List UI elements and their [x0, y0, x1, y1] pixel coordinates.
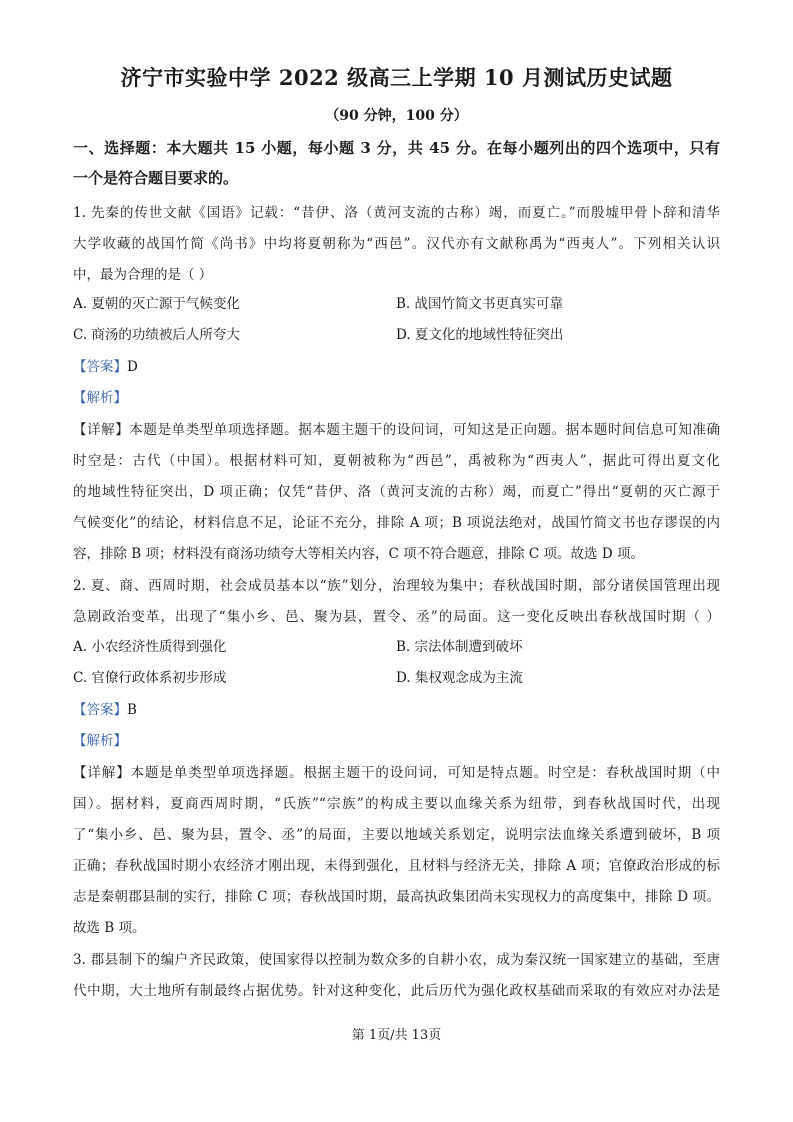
section-heading: 一、选择题：本大题共 15 小题，每小题 3 分，共 45 分。在每小题列出的四个选项中，只有: [73, 139, 720, 157]
question-1-detail: 的地域性特征突出，D 项正确；仅凭“昔伊、洛（黄河支流的古称）竭，而夏亡”得出“夏朝的灭亡源于: [73, 484, 720, 500]
question-2-stem: 2. 夏、商、西周时期，社会成员基本以“族”划分，治理较为集中；春秋战国时期，部分诸侯国管理出现: [73, 578, 720, 594]
question-2-detail: 志是秦朝郡县制的实行，排除 C 项；春秋战国时期，最高执政集团尚未实现权力的高度集中，排除 D 项。: [73, 889, 720, 905]
question-2-answer: [73, 700, 137, 720]
question-2-detail: 国）。据材料，夏商西周时期，“氏族”“宗族”的构成主要以血缘关系为纽带，到春秋战国时代，出现: [73, 796, 720, 812]
question-1-stem: 1. 先秦的传世文献《国语》记载：“昔伊、洛（黄河支流的古称）竭，而夏亡。”而殷墟甲骨卜辞和清华: [73, 205, 720, 221]
question-2-option-a: A. 小农经济性质得到强化: [73, 639, 227, 655]
exam-subtitle: （90 分钟，100 分）: [325, 108, 468, 124]
question-1-option-d: D. 夏文化的地域性特征突出: [396, 327, 564, 343]
question-1-stem: 大学收藏的战国竹简《尚书》中均将夏朝称为“西邑”。汉代亦有文献称禹为“西夷人”。下列相关认识: [73, 236, 720, 252]
answer-value: B: [127, 702, 137, 718]
question-1-analysis-label: 【解析】: [73, 390, 127, 406]
question-1-detail: 时空是：古代（中国）。根据材料可知，夏朝被称为“西邑”，禹被称为“西夷人”，据此可得出夏文化: [73, 453, 720, 469]
page-number: 第 1页/共 13页: [351, 1028, 442, 1043]
question-2-detail: 正确；春秋战国时期小农经济才刚出现，未得到强化，且材料与经济无关，排除 A 项；官僚政治形成的标: [73, 858, 720, 874]
exam-title: 济宁市实验中学 2022 级高三上学期 10 月测试历史试题: [120, 65, 673, 90]
question-2-detail: 故选 B 项。: [73, 920, 146, 936]
section-heading-cont: 一个是符合题目要求的。: [73, 169, 239, 187]
question-2-analysis-label: 【解析】: [73, 733, 127, 749]
question-1-detail: 【详解】本题是单类型单项选择题。据本题主题干的设问词，可知这是正向题。据本题时间信息可知准确: [73, 422, 720, 438]
question-1-option-a: A. 夏朝的灭亡源于气候变化: [73, 296, 240, 312]
question-1-option-b: B. 战国竹简文书更真实可靠: [396, 296, 564, 312]
question-2-stem: 急剧政治变革，出现了“集小乡、邑、聚为县，置令、丞”的局面。这一变化反映出春秋战国时期（ ）: [73, 609, 720, 625]
question-1-stem: 中，最为合理的是（ ）: [73, 267, 213, 283]
question-3-stem: 代中期，大土地所有制最终占据优势。针对这种变化，此后历代为强化政权基础而采取的有效应对办法是: [73, 983, 720, 999]
question-2-detail: 【详解】本题是单类型单项选择题。根据主题干的设问词，可知是特点题。时空是：春秋战国时期（中: [73, 765, 720, 781]
answer-value: D: [127, 359, 138, 375]
question-3-stem: 3. 郡县制下的编户齐民政策，使国家得以控制为数众多的自耕小农，成为秦汉统一国家建立的基础，至唐: [73, 952, 720, 968]
answer-label: 【答案】: [73, 702, 127, 718]
question-1-detail: 气候变化”的结论，材料信息不足，论证不充分，排除 A 项；B 项说法绝对，战国竹简文书也存谬误的内: [73, 515, 720, 531]
question-2-option-d: D. 集权观念成为主流: [396, 670, 523, 686]
question-2-detail: 了“集小乡、邑、聚为县，置令、丞”的局面，主要以地域关系划定，说明宗法血缘关系遭到破坏，B 项: [73, 827, 720, 843]
question-2-option-c: C. 官僚行政体系初步形成: [73, 670, 227, 686]
question-1-detail: 容，排除 B 项；材料没有商汤功绩夸大等相关内容，C 项不符合题意，排除 C 项。故选 D 项。: [73, 546, 644, 562]
question-1-option-c: C. 商汤的功绩被后人所夸大: [73, 327, 240, 343]
question-2-option-b: B. 宗法体制遭到破坏: [396, 639, 523, 655]
question-1-answer: [73, 357, 138, 377]
answer-label: 【答案】: [73, 359, 127, 375]
